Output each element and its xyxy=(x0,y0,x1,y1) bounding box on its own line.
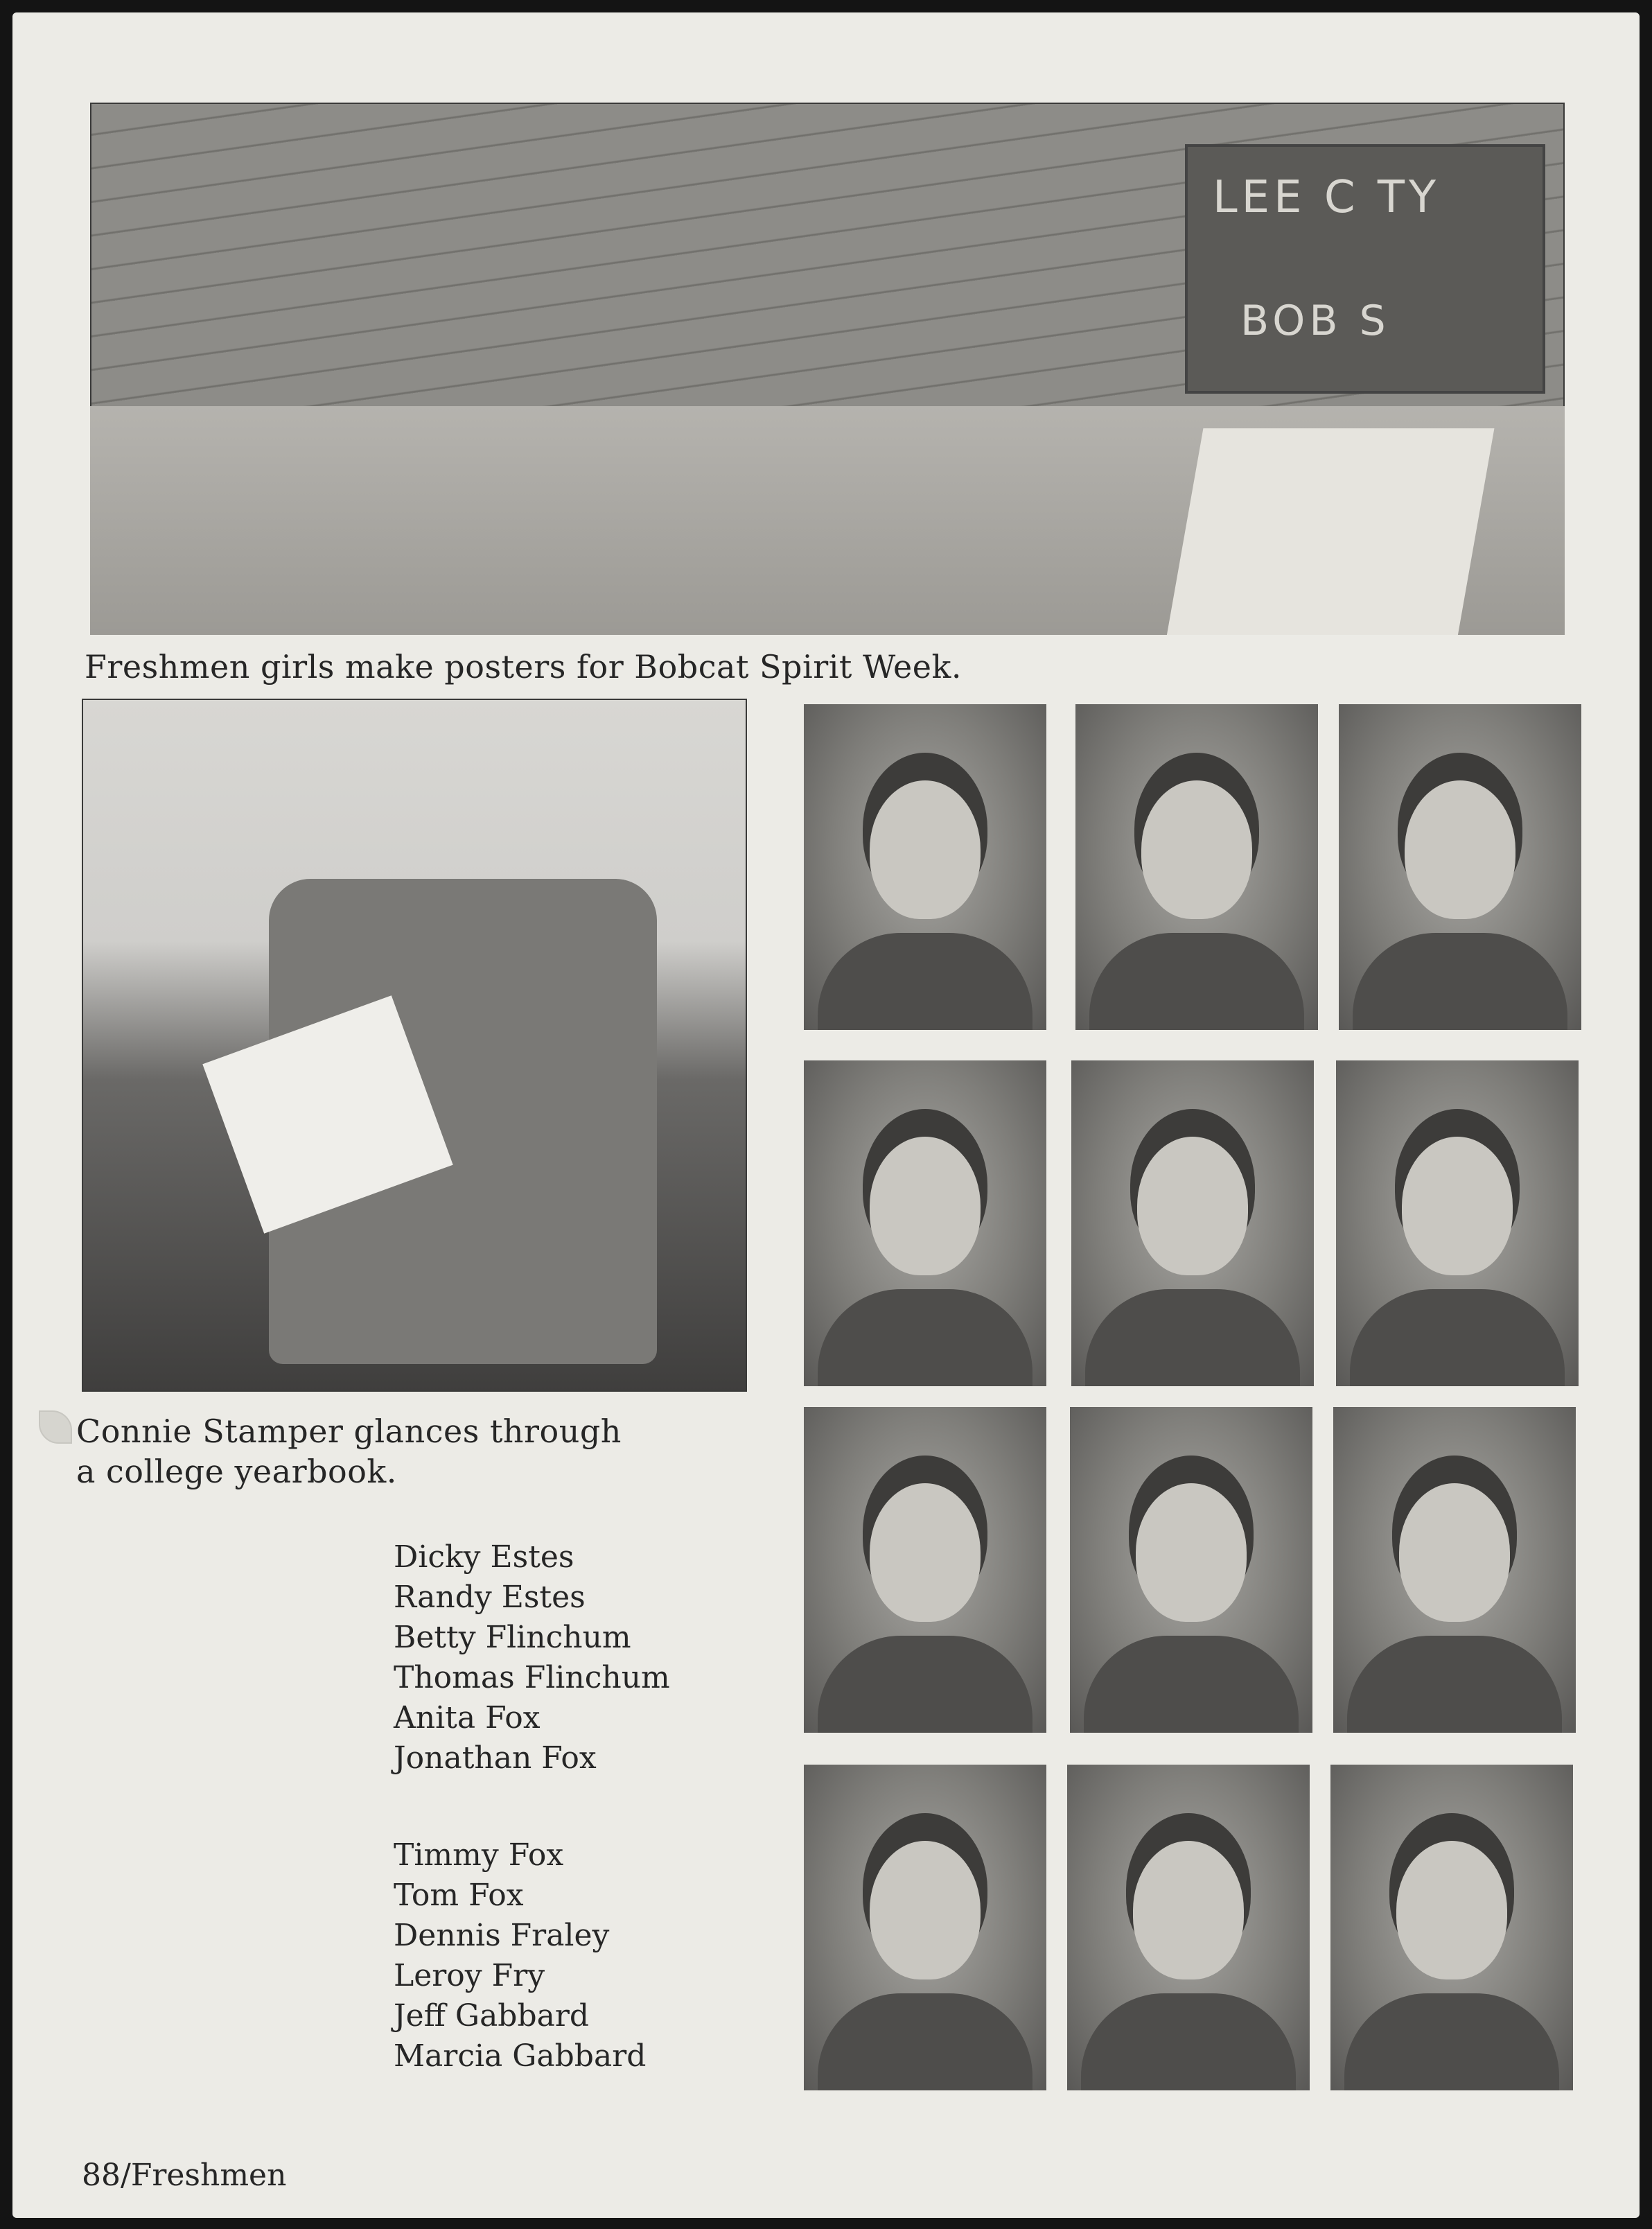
portrait-tom-fox xyxy=(1070,1407,1312,1733)
portrait-dicky-estes xyxy=(804,704,1046,1030)
name-item: Timmy Fox xyxy=(394,1837,564,1873)
poster-paper xyxy=(1167,428,1495,635)
leaf-icon xyxy=(39,1410,72,1444)
name-item: Betty Flinchum xyxy=(394,1620,631,1655)
lee-county-bobcats-box xyxy=(1185,144,1545,394)
name-item: Dicky Estes xyxy=(394,1539,574,1575)
freshmen-posters-photo xyxy=(90,103,1565,635)
name-item: Tom Fox xyxy=(394,1878,524,1913)
portrait-anita-fox xyxy=(1071,1060,1314,1386)
portrait-thomas-flinchum xyxy=(804,1060,1046,1386)
left-photo-caption-line1: Connie Stamper glances through xyxy=(76,1413,622,1450)
portrait-dennis-fraley xyxy=(1333,1407,1576,1733)
portrait-jonathan-fox xyxy=(1336,1060,1579,1386)
box-sign-line2: BOB S xyxy=(1240,297,1390,345)
box-sign-line1: LEE C TY xyxy=(1213,172,1441,223)
portrait-timmy-fox xyxy=(804,1407,1046,1733)
name-item: Thomas Flinchum xyxy=(394,1660,670,1695)
portrait-leroy-fry xyxy=(804,1765,1046,2090)
name-item: Jeff Gabbard xyxy=(394,1998,590,2034)
portrait-jeff-gabbard xyxy=(1067,1765,1310,2090)
name-list-group-2 xyxy=(394,1835,646,2077)
portrait-betty-flinchum xyxy=(1339,704,1581,1030)
name-item: Dennis Fraley xyxy=(394,1918,610,1953)
name-item: Anita Fox xyxy=(394,1700,541,1736)
portrait-marcia-gabbard xyxy=(1330,1765,1573,2090)
name-item: Marcia Gabbard xyxy=(394,2038,647,2074)
left-photo-caption-line2: a college yearbook. xyxy=(76,1453,397,1490)
name-item: Leroy Fry xyxy=(394,1958,545,1993)
name-item: Randy Estes xyxy=(394,1580,586,1615)
connie-stamper-photo xyxy=(82,699,747,1392)
portrait-randy-estes xyxy=(1075,704,1318,1030)
page-folio: 88/Freshmen xyxy=(82,2158,287,2193)
name-list-group-1 xyxy=(394,1537,670,1778)
yearbook-page xyxy=(12,12,1640,2218)
top-photo-caption: Freshmen girls make posters for Bobcat Spirit Week. xyxy=(85,648,962,685)
name-item: Jonathan Fox xyxy=(394,1740,597,1776)
